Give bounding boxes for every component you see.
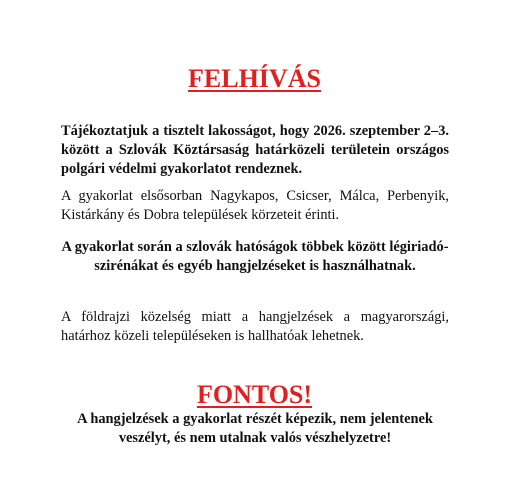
- signals-paragraph: A gyakorlat során a szlovák hatóságok többek között légiriadó-szirénákat és egyéb hangjelzéseket is használhatnak.: [61, 239, 449, 274]
- proximity-paragraph: A földrajzi közelség miatt a hangjelzések a magyarországi, határhoz közeli településeken is hallhatóak lehetnek.: [61, 309, 449, 344]
- locations-paragraph: A gyakorlat elsősorban Nagykapos, Csicser, Málca, Perbenyik, Kistárkány és Dobra települések körzeteit érinti.: [61, 188, 449, 223]
- important-paragraph: A hangjelzések a gyakorlat részét képezik, nem jelentenek veszélyt, és nem utalnak valós vészhelyzetre!: [77, 411, 433, 446]
- cut-off-text-line: [61, 470, 449, 489]
- intro-paragraph: Tájékoztatjuk a tisztelt lakosságot, hogy 2026. szeptember 2–3. között a Szlovák Köztársaság határközeli területein országos polgári védelmi gyakorlatot rendeznek.: [61, 123, 449, 177]
- notice-title: FELHÍVÁS: [188, 64, 321, 93]
- important-heading: FONTOS!: [196, 380, 313, 409]
